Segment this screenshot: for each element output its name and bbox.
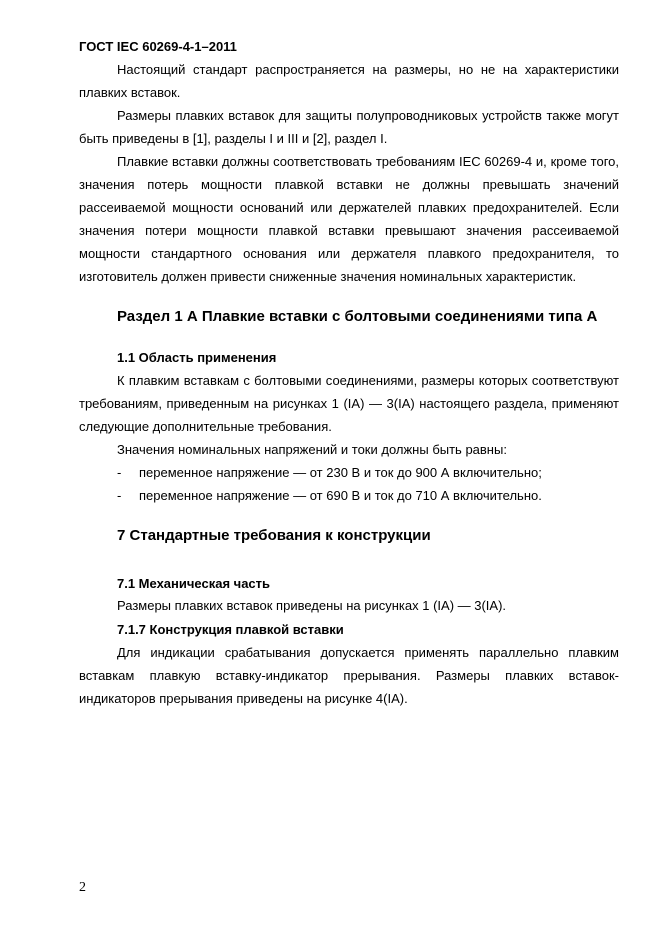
paragraph-scope: Настоящий стандарт распространяется на размеры, но не на характеристики плавких вставок. [79, 62, 619, 100]
paragraph-requirements: Плавкие вставки должны соответствовать требованиям IEC 60269-4 и, кроме того, значения потерь мощности плавкой вставки не должны превышать значений рассеиваемой мощности оснований или держателей плавких предохранителей. Если значения потери мощности плавкой вставки превышают значения рассеиваемой мощности стандартного основания или держателя плавкого предохранителя, то изготовитель должен привести сниженные значения номинальных характеристик. [79, 154, 619, 284]
list-bullet: - [117, 488, 122, 503]
subsection-7-1-text: Размеры плавких вставок приведены на рисунках 1 (IA) — 3(IA). [117, 598, 507, 613]
paragraph-application: К плавким вставкам с болтовыми соединениями, размеры которых соответствуют требованиям, приведенным на рисунках 1 (IA) — 3(IA) настоящего раздела, применяют следующие дополнительные требования. [79, 373, 619, 434]
subsection-7-1-7-heading: 7.1.7 Конструкция плавкой вставки [117, 622, 344, 637]
subsection-7-1-heading: 7.1 Механическая часть [117, 576, 271, 591]
section-1-heading: Раздел 1 А Плавкие вставки с болтовыми соединениями типа А [117, 308, 598, 325]
subsection-7-1-7-text [79, 641, 619, 710]
paragraph-dimensions: Размеры плавких вставок для защиты полупроводниковых устройств также могут быть приведены в [1], разделы I и III и [2], раздел I. [79, 108, 619, 146]
list-item-voltage-230: переменное напряжение — от 230 В и ток до 900 А включительно; [139, 465, 542, 480]
subsection-1-1-heading: 1.1 Область применения [117, 350, 277, 365]
section-7-heading: 7 Стандартные требования к конструкции [117, 527, 431, 544]
standard-header: ГОСТ IEC 60269-4-1–2011 [79, 39, 237, 54]
paragraph-ratings: Значения номинальных напряжений и токи должны быть равны: [117, 442, 507, 457]
list-item-voltage-690: переменное напряжение — от 690 В и ток до 710 А включительно. [139, 488, 542, 503]
paragraph-indicator: Для индикации срабатывания допускается применять параллельно плавким вставкам плавкую вставку-индикатор прерывания. Размеры плавких вставок-индикаторов прерывания приведены на рисунке 4(IA). [79, 645, 619, 706]
section-1-text [79, 369, 619, 461]
intro-text [79, 58, 619, 288]
page-number: 2 [79, 880, 86, 895]
list-bullet: - [117, 465, 122, 480]
